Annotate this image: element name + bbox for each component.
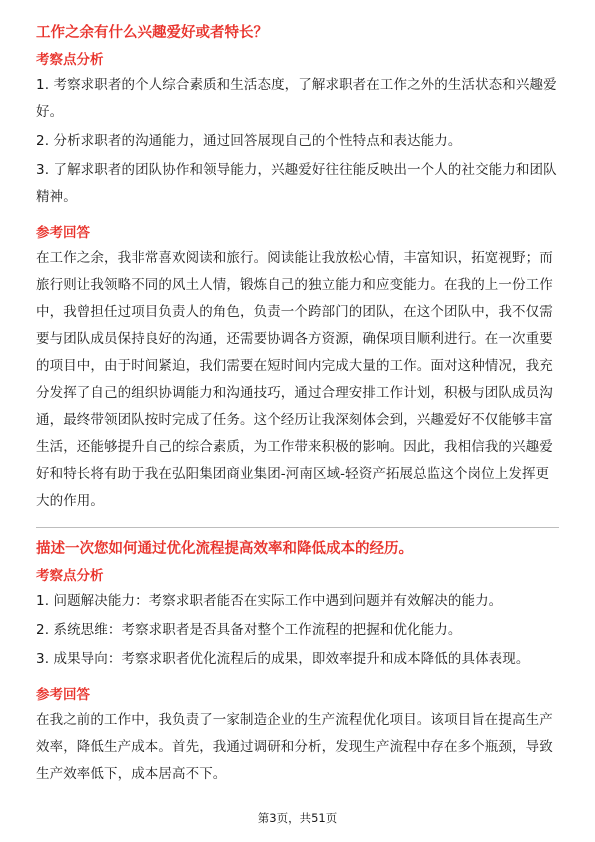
analysis-point: 2. 系统思维：考察求职者是否具备对整个工作流程的把握和优化能力。: [36, 622, 462, 638]
document-page: [36, 22, 559, 788]
analysis-point: 1. 考察求职者的个人综合素质和生活态度，了解求职者在工作之外的生活状态和兴趣爱好。: [36, 77, 557, 120]
analysis-point: 2. 分析求职者的沟通能力，通过回答展现自己的个性特点和表达能力。: [36, 133, 462, 149]
analysis-point: 3. 成果导向：考察求职者优化流程后的成果，即效率提升和成本降低的具体表现。: [36, 651, 530, 667]
qa-section-2: [36, 538, 559, 788]
analysis-point: 3. 了解求职者的团队协作和领导能力，兴趣爱好往往能反映出一个人的社交能力和团队精神。: [36, 162, 557, 205]
answer-heading: 参考回答: [36, 225, 90, 241]
section-divider: [36, 527, 559, 528]
analysis-heading: 考察点分析: [36, 52, 104, 68]
analysis-point: 1. 问题解决能力：考察求职者能否在实际工作中遇到问题并有效解决的能力。: [36, 593, 503, 609]
qa-section-1: [36, 22, 559, 515]
answer-text: 在我之前的工作中，我负责了一家制造企业的生产流程优化项目。该项目旨在提高生产效率，降低生产成本。首先，我通过调研和分析，发现生产流程中存在多个瓶颈，导致生产效率低下，成本居高不下。: [36, 712, 553, 782]
answer-heading: 参考回答: [36, 687, 90, 703]
answer-text: 在工作之余，我非常喜欢阅读和旅行。阅读能让我放松心情，丰富知识，拓宽视野；而旅行则让我领略不同的风土人情，锻炼自己的独立能力和应变能力。在我的上一份工作中，我曾担任过项目负责人的角色，负责一个跨部门的团队，在这个团队中，我不仅需要与团队成员保持良好的沟通，还需要协调各方资源，确保项目顺利进行。在一次重要的项目中，由于时间紧迫，我们需要在短时间内完成大量的工作。面对这种情况，我充分发挥了自己的组织协调能力和沟通技巧，通过合理安排工作计划，积极与团队成员沟通，最终带领团队按时完成了任务。这个经历让我深刻体会到，兴趣爱好不仅能够丰富生活，还能够提升自己的综合素质，为工作带来积极的影响。因此，我相信我的兴趣爱好和特长将有助于我在弘阳集团商业集团-河南区域-轻资产拓展总监这个岗位上发挥更大的作用。: [36, 250, 553, 509]
question-title: 工作之余有什么兴趣爱好或者特长？: [36, 25, 268, 41]
analysis-heading: 考察点分析: [36, 568, 104, 584]
page-number: 第3页，共51页: [257, 811, 338, 825]
question-title: 描述一次您如何通过优化流程提高效率和降低成本的经历。: [36, 541, 413, 557]
